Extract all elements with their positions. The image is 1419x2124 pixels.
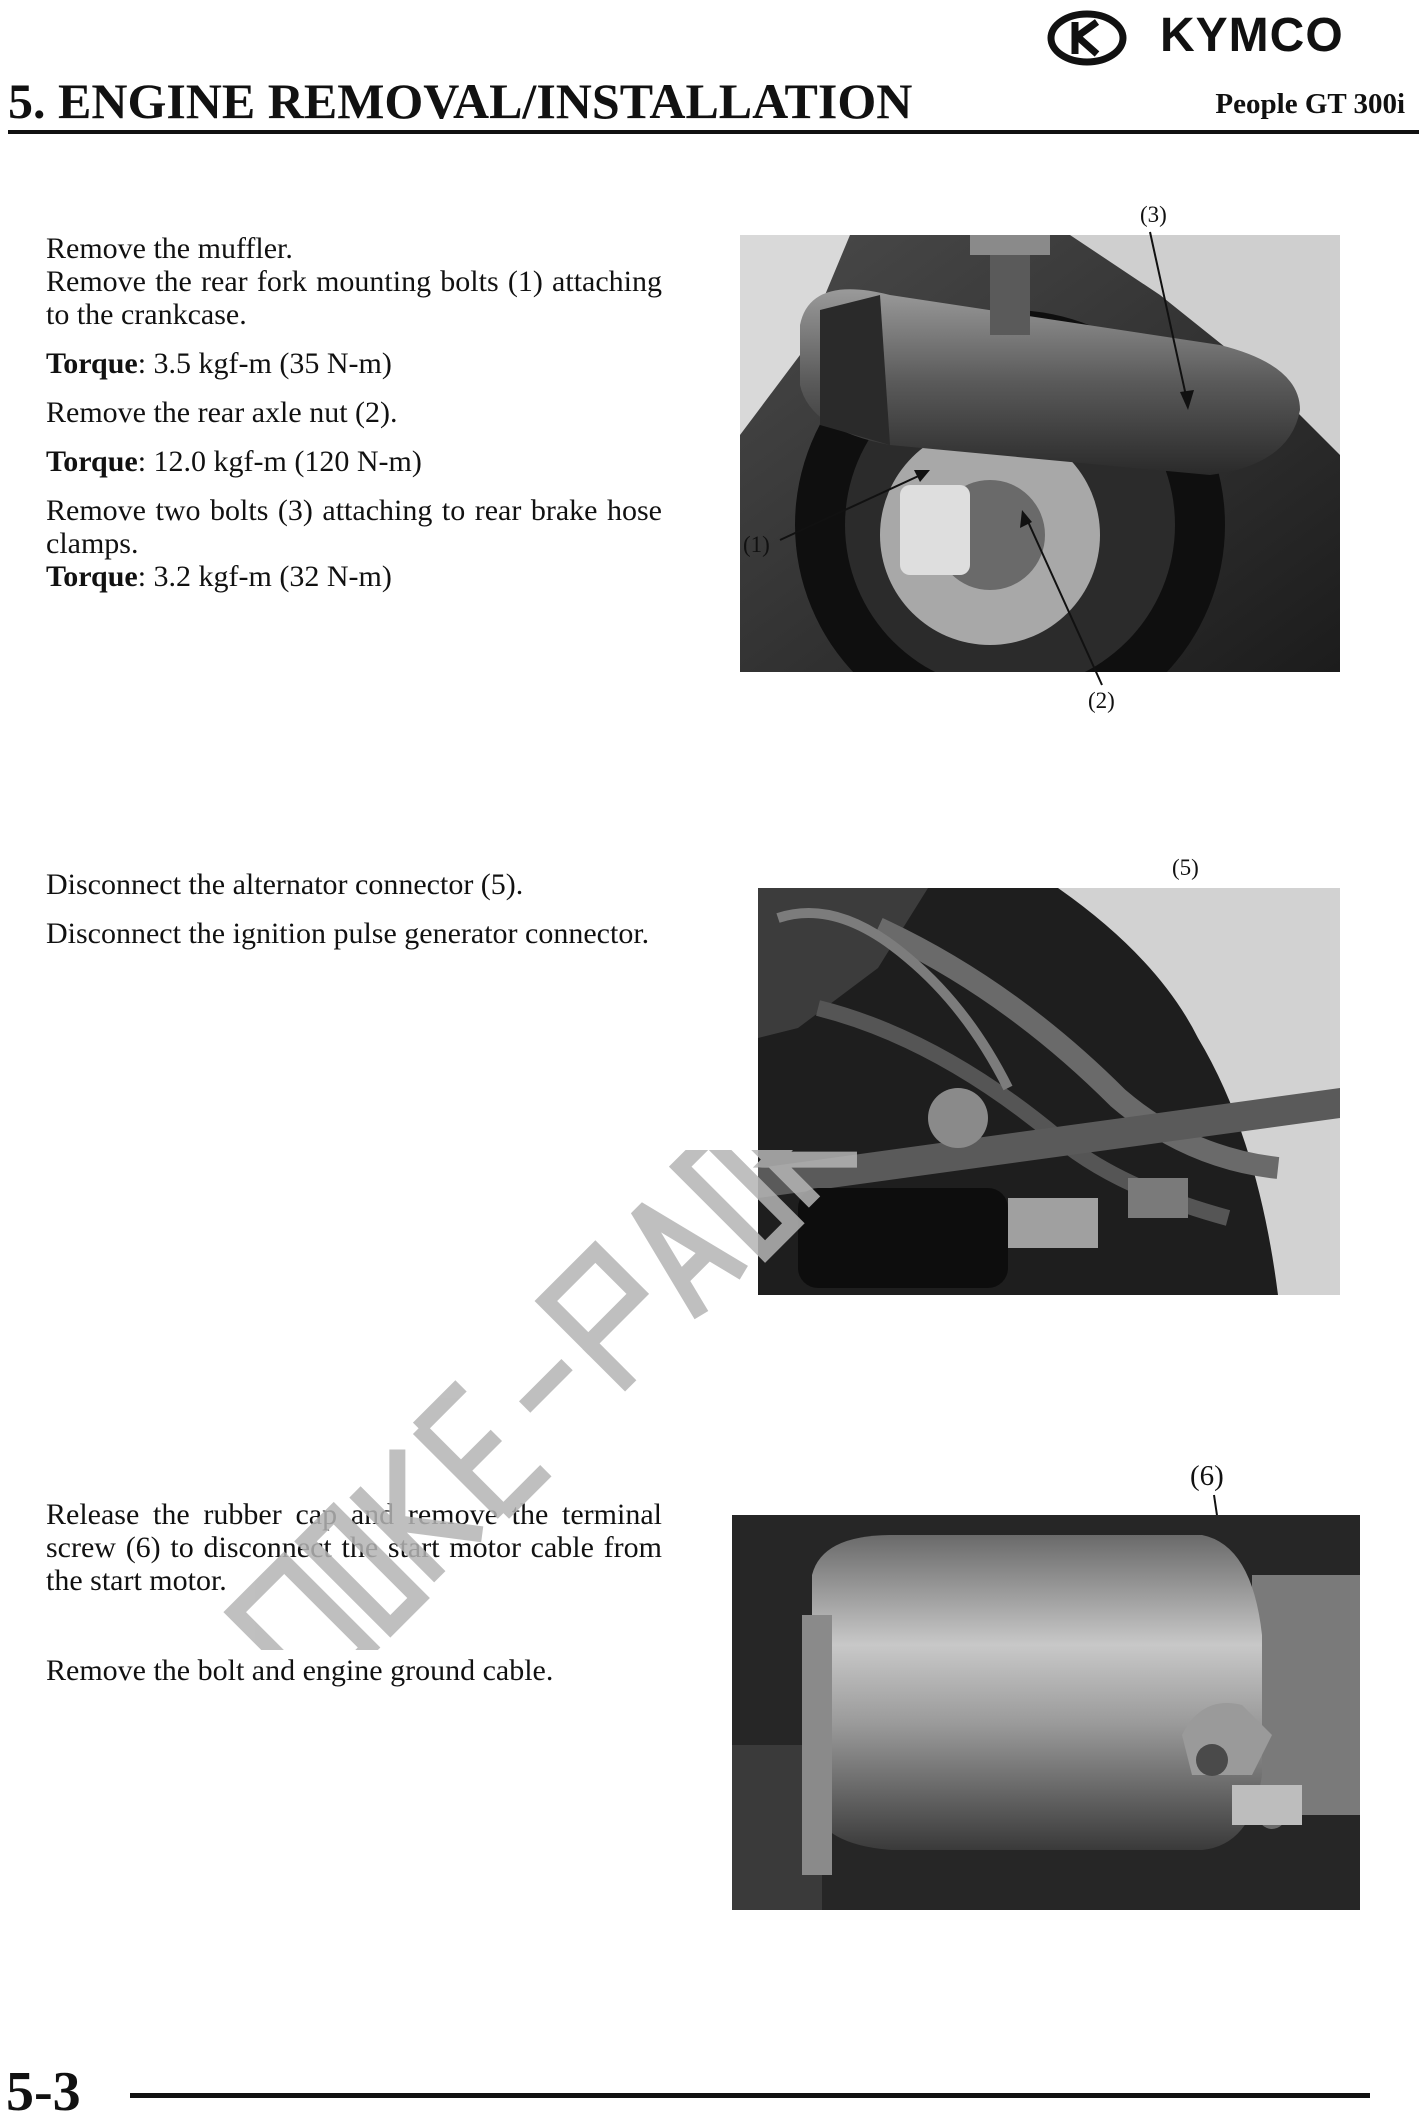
instruction-rear-fork-bolts: Remove the rear fork mounting bolts (1) attaching to the crankcase. [46, 265, 662, 331]
torque-spec-1 [46, 347, 662, 380]
instruction-alternator-connector: Disconnect the alternator connector (5). [46, 868, 524, 901]
header-rule [8, 130, 1419, 134]
instruction-brake-hose-bolts: Remove two bolts (3) attaching to rear brake hose clamps. [46, 494, 662, 560]
chapter-title: 5. ENGINE REMOVAL/INSTALLATION [8, 73, 913, 129]
torque-label: Torque [46, 347, 138, 380]
instruction-start-motor-cable: Release the rubber cap and remove the terminal screw (6) to disconnect the start motor cable from the start motor. [46, 1498, 662, 1597]
model-name: People GT 300i [1215, 88, 1405, 120]
section-3-text [46, 1498, 662, 1703]
torque-value: : 3.5 kgf-m (35 N-m) [137, 347, 392, 380]
callout-5: (5) [1172, 855, 1199, 880]
instruction-engine-ground-cable: Remove the bolt and engine ground cable. [46, 1654, 554, 1687]
photo-start-motor [732, 1515, 1360, 1910]
instruction-pulse-generator-connector: Disconnect the ignition pulse generator connector. [46, 917, 650, 950]
torque-spec-3 [46, 560, 662, 593]
footer-rule [130, 2093, 1370, 2098]
torque-value: : 3.2 kgf-m (32 N-m) [137, 560, 392, 593]
callout-1: (1) [743, 532, 770, 557]
torque-value: : 12.0 kgf-m (120 N-m) [137, 445, 422, 478]
brand-name: KYMCO [1160, 9, 1344, 62]
torque-label: Torque [46, 445, 138, 478]
torque-label: Torque [46, 560, 138, 593]
callout-2: (2) [1088, 688, 1115, 713]
section-2-text [46, 868, 662, 966]
callout-6: (6) [1190, 1460, 1224, 1492]
torque-spec-2 [46, 445, 662, 478]
photo-rear-wheel-muffler [740, 235, 1340, 672]
callout-3: (3) [1140, 202, 1167, 227]
photo-alternator-connector [758, 888, 1340, 1295]
page-number: 5-3 [6, 2061, 81, 2123]
instruction-remove-muffler: Remove the muffler. [46, 232, 293, 265]
instruction-rear-axle-nut: Remove the rear axle nut (2). [46, 396, 398, 429]
section-1-text [46, 232, 662, 609]
